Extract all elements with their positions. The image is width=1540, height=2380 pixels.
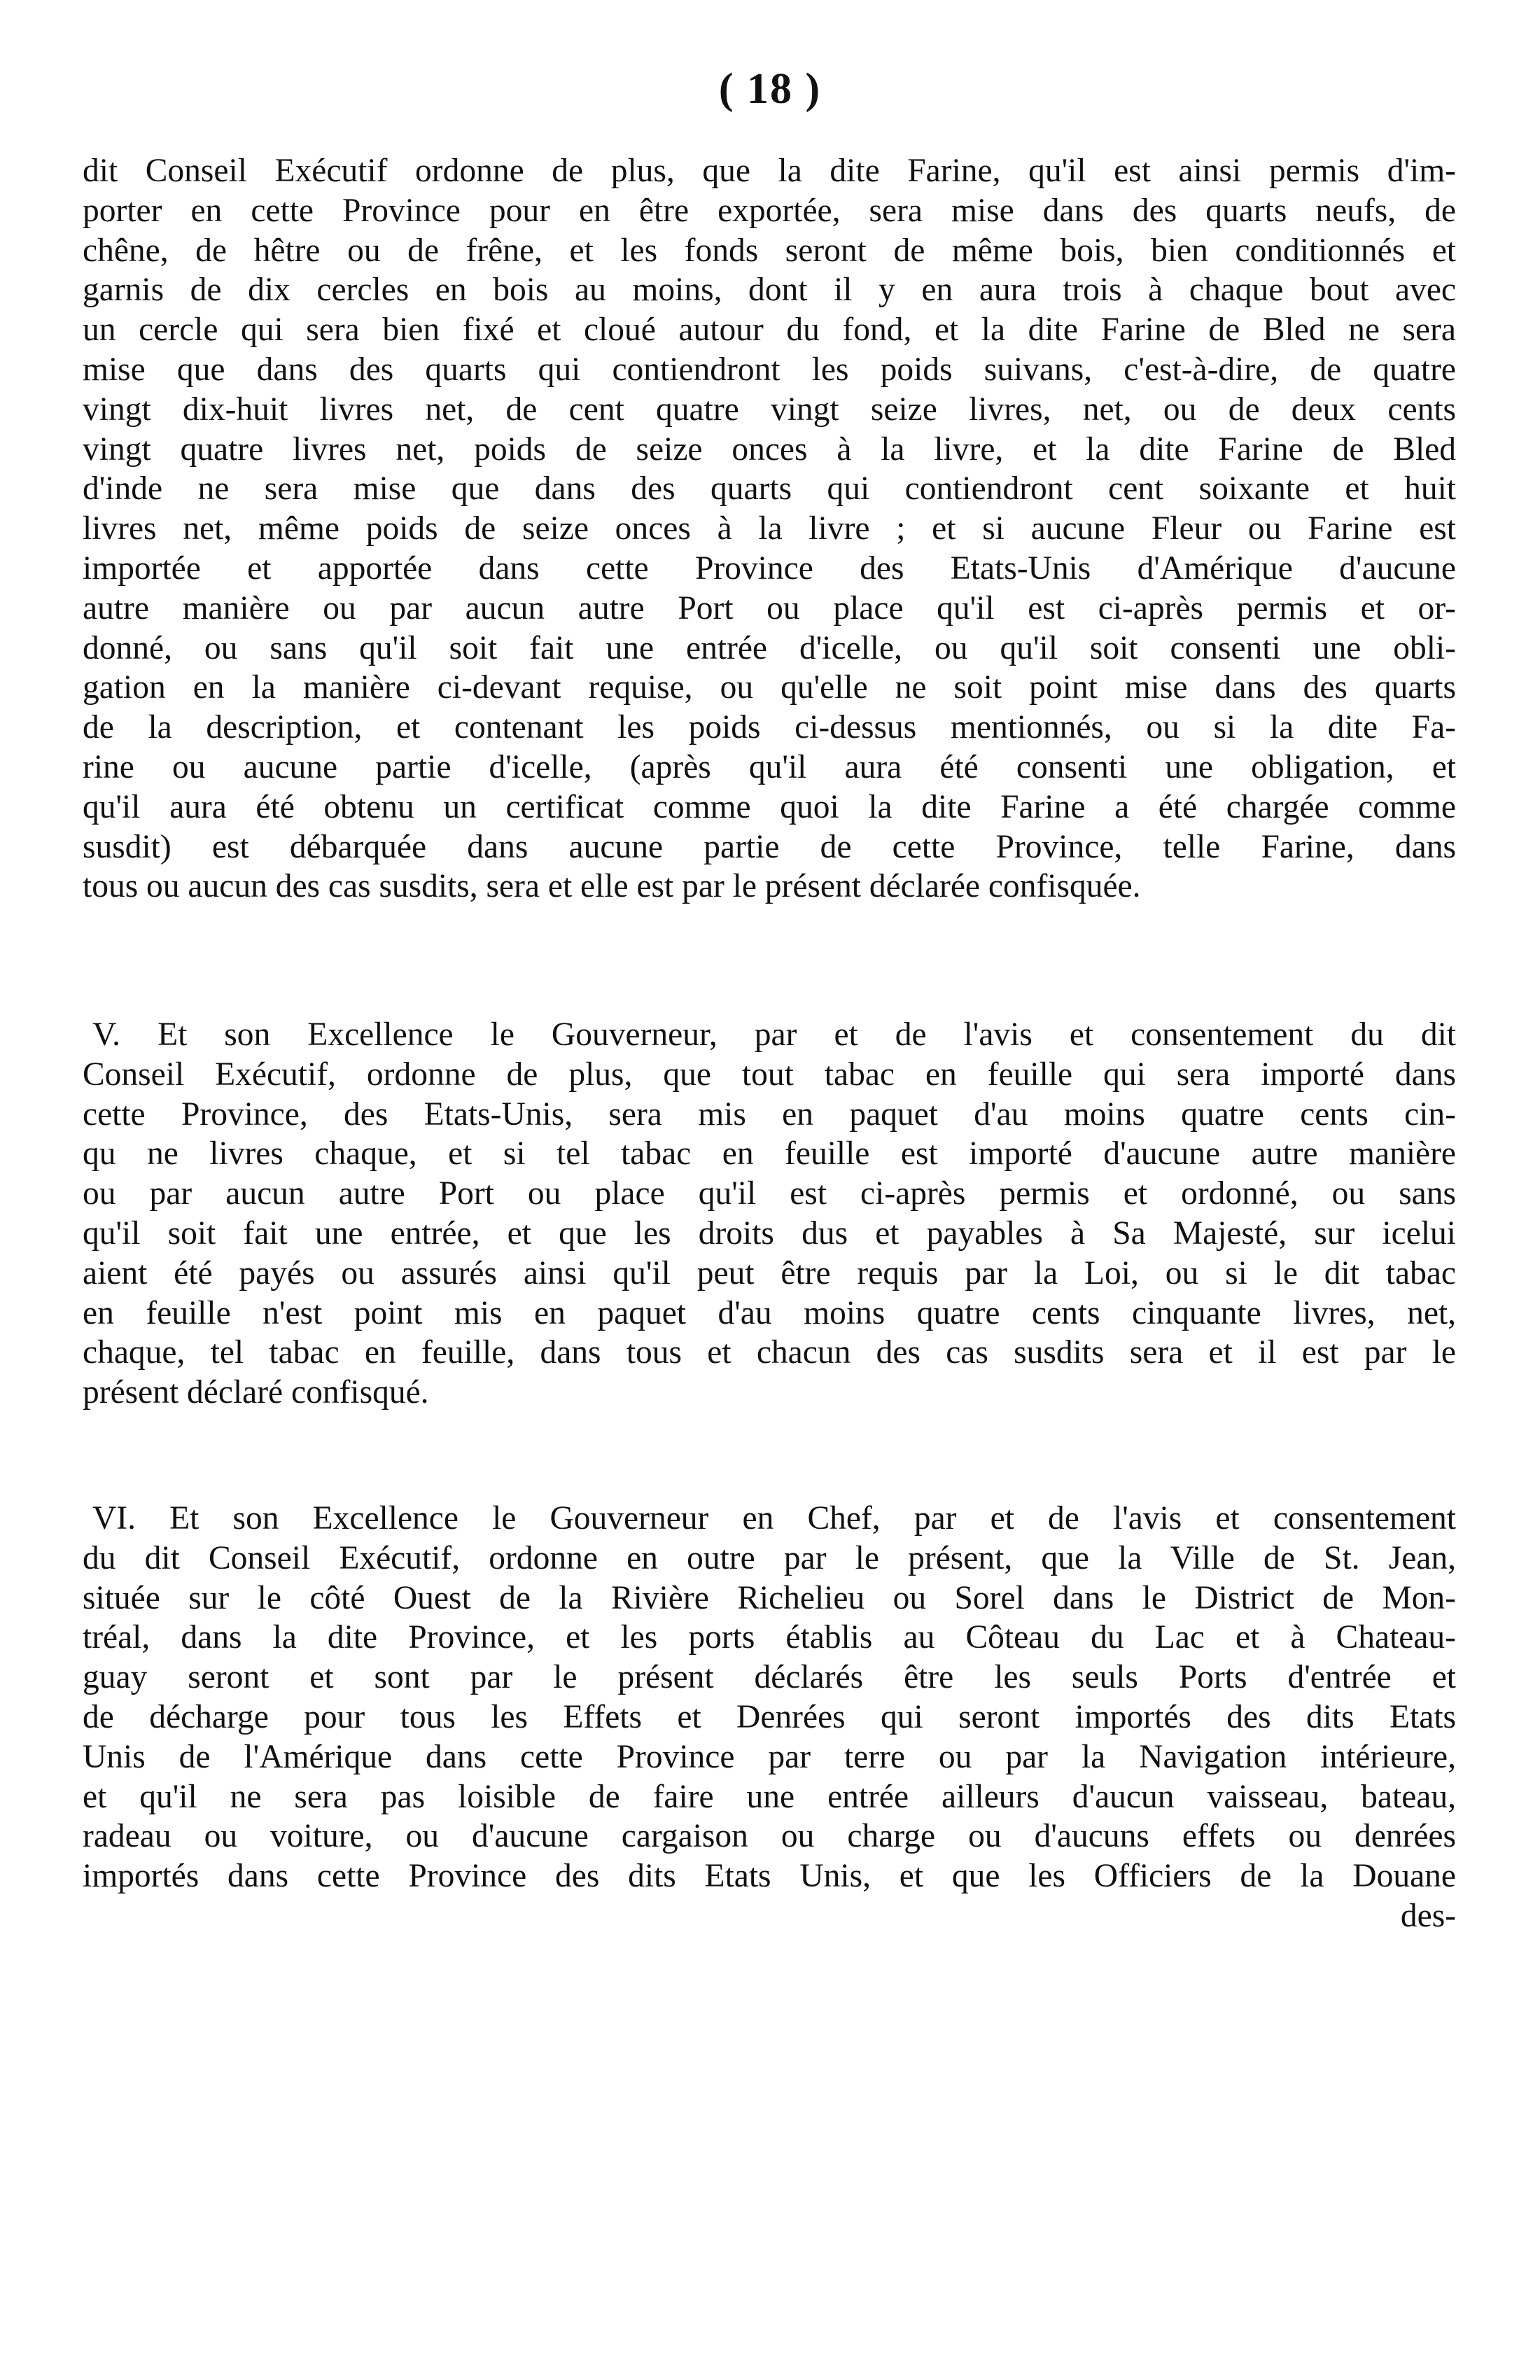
text-line: un cercle qui sera bien fixé et cloué autour du fond, et la dite Farine de Bled ne sera (83, 312, 1456, 349)
text-line: VI. Et son Excellence le Gouverneur en Chef, par et de l'avis et consentement (92, 1500, 1456, 1536)
text-line: autre manière ou par aucun autre Port ou place qu'il est ci-après permis et or- (83, 589, 1456, 626)
text-line: chaque, tel tabac en feuille, dans tous et chacun des cas susdits sera et il est par le (83, 1334, 1456, 1371)
text-line: présent déclaré confisqué. (83, 1374, 429, 1411)
text-line: Conseil Exécutif, ordonne de plus, que tout tabac en feuille qui sera importé dans (83, 1056, 1456, 1093)
text-line: V. Et son Excellence le Gouverneur, par et de l'avis et consentement du dit (92, 1016, 1456, 1053)
text-line: en feuille n'est point mis en paquet d'au moins quatre cents cinquante livres, net, (83, 1294, 1456, 1331)
text-line: importés dans cette Province des dits Etats Unis, et que les Officiers de la Douane (83, 1858, 1456, 1895)
text-line: vingt quatre livres net, poids de seize onces à la livre, et la dite Farine de Bled (83, 430, 1456, 468)
text-line: dit Conseil Exécutif ordonne de plus, que la dite Farine, qu'il est ainsi permis d'im- (83, 153, 1456, 189)
text-line: susdit) est débarquée dans aucune partie de cette Province, telle Farine, dans (83, 828, 1456, 865)
text-line: qu'il soit fait une entrée, et que les droits dus et payables à Sa Majesté, sur icelui (83, 1214, 1456, 1252)
text-line: cette Province, des Etats-Unis, sera mis en paquet d'au moins quatre cents cin- (83, 1096, 1456, 1133)
text-line: de décharge pour tous les Effets et Denrées qui seront importés des dits Etats (83, 1698, 1456, 1735)
text-line: importée et apportée dans cette Province des Etats-Unis d'Amérique d'aucune (83, 550, 1456, 587)
text-line: située sur le côté Ouest de la Rivière Richelieu ou Sorel dans le District de Mon- (83, 1579, 1456, 1616)
paragraph-v (83, 1015, 1456, 1413)
paragraph-vi (83, 1499, 1456, 1936)
text-line: porter en cette Province pour en être exportée, sera mise dans des quarts neufs, de (83, 192, 1456, 229)
text-line: tous ou aucun des cas susdits, sera et elle est par le présent déclarée confisquée. (83, 868, 1141, 905)
text-line: vingt dix-huit livres net, de cent quatre vingt seize livres, net, ou de deux cents (83, 391, 1456, 428)
text-line: de la description, et contenant les poids ci-dessus mentionnés, ou si la dite Fa- (83, 709, 1456, 746)
text-line: donné, ou sans qu'il soit fait une entrée d'icelle, ou qu'il soit consenti une obli- (83, 629, 1456, 666)
text-line: qu ne livres chaque, et si tel tabac en feuille est importé d'aucune autre manière (83, 1135, 1456, 1172)
text-line: garnis de dix cercles en bois au moins, dont il y en aura trois à chaque bout avec (83, 272, 1456, 309)
text-line: Unis de l'Amérique dans cette Province par terre ou par la Navigation intérieure, (83, 1738, 1456, 1775)
text-line: radeau ou voiture, ou d'aucune cargaison ou charge ou d'aucuns effets ou denrées (83, 1818, 1456, 1855)
text-line: chêne, de hêtre ou de frêne, et les fonds seront de même bois, bien conditionnés et (83, 232, 1456, 269)
text-line: d'inde ne sera mise que dans des quarts qui contiendront cent soixante et huit (83, 470, 1456, 507)
page-number: ( 18 ) (718, 65, 822, 113)
text-line: gation en la manière ci-devant requise, ou qu'elle ne soit point mise dans des quarts (83, 669, 1456, 706)
text-line: et qu'il ne sera pas loisible de faire une entrée ailleurs d'aucun vaisseau, bateau, (83, 1778, 1456, 1815)
paragraph-iv (83, 151, 1456, 906)
catchword: des- (1400, 1897, 1456, 1934)
text-line: du dit Conseil Exécutif, ordonne en outre par le présent, que la Ville de St. Jean, (83, 1539, 1456, 1576)
text-line: guay seront et sont par le présent déclarés être les seuls Ports d'entrée et (83, 1659, 1456, 1696)
text-line: mise que dans des quarts qui contiendront les poids suivans, c'est-à-dire, de quatre (83, 351, 1456, 388)
text-line: tréal, dans la dite Province, et les ports établis au Côteau du Lac et à Chateau- (83, 1619, 1456, 1656)
text-line: qu'il aura été obtenu un certificat comme quoi la dite Farine a été chargée comme (83, 788, 1456, 825)
text-line: livres net, même poids de seize onces à la livre ; et si aucune Fleur ou Farine est (83, 510, 1456, 547)
text-line: rine ou aucune partie d'icelle, (après qu'il aura été consenti une obligation, et (83, 748, 1456, 785)
text-line: ou par aucun autre Port ou place qu'il est ci-après permis et ordonné, ou sans (83, 1175, 1456, 1212)
text-line: aient été payés ou assurés ainsi qu'il peut être requis par la Loi, ou si le dit tabac (83, 1254, 1456, 1292)
